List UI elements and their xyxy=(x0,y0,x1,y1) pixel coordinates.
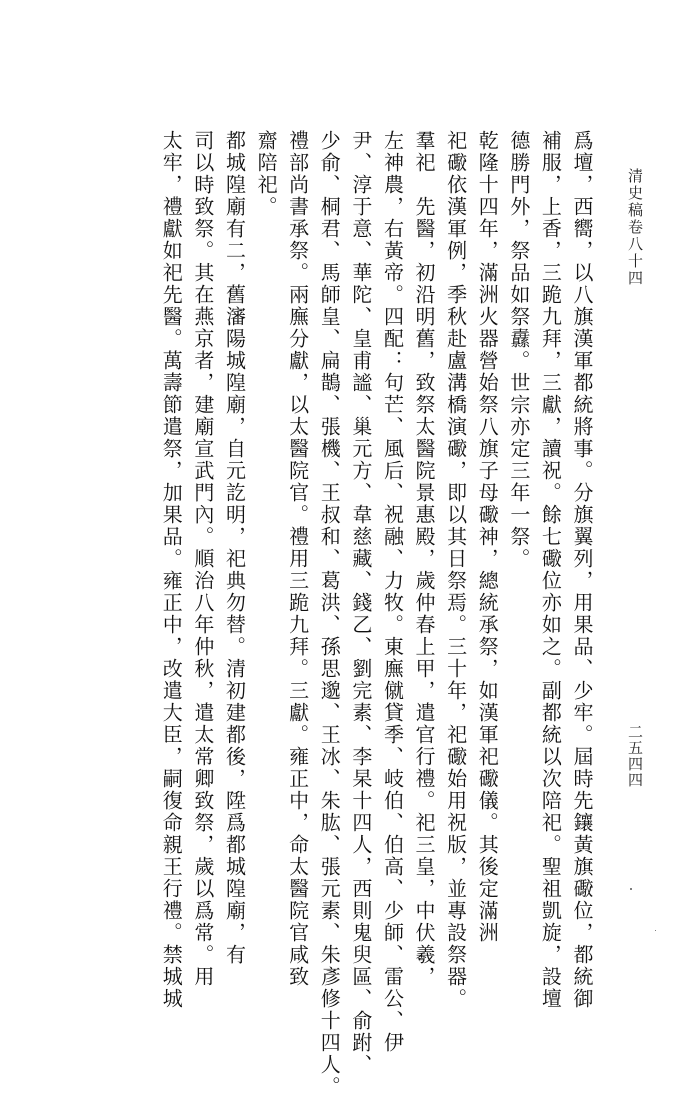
text-column-3: 德勝門外，祭品如祭纛。世宗亦定三年一祭。 xyxy=(506,130,531,570)
text-column-12: 齋陪祀。 xyxy=(254,130,279,218)
page-number: 二五四四 xyxy=(626,724,644,788)
text-column-1: 爲壇，西嚮，以八旗漢軍都統將事。分旗翼列，用果品、少牢。屆時先鑲黃旗礮位，都統御 xyxy=(570,130,594,1010)
text-column-10: 少俞、桐君、馬師皇、扁鵲、張機、王叔和、葛洪、孫思邈、王冰、朱肱、張元素、朱彥修十四人。 xyxy=(317,130,342,1098)
text-column-5: 祀礮依漢軍例，季秋赴盧溝橋演礮，即以其日祭焉。三十年，祀礮始用祝版，並專設祭器。 xyxy=(443,130,468,1010)
text-column-14: 司以時致祭。其在燕京者，建廟宣武門內。順治八年仲秋，遣太常卿致祭，歲以爲常。用 xyxy=(190,130,215,988)
scan-speck xyxy=(655,930,656,931)
scan-speck xyxy=(630,888,632,890)
text-column-4: 乾隆十四年，滿洲火器營始祭八旗子母礮神，總統承祭，如漢軍祀礮儀。其後定滿洲 xyxy=(475,130,500,944)
text-column-7: 羣祀 先醫，初沿明舊，致祭太醫院景惠殿，歲仲春上甲，遣官行禮。祀三皇，中伏羲， xyxy=(412,130,437,988)
text-column-2: 補服，上香，三跪九拜，三獻，讀祝。餘七礮位亦如之。副都統以次陪祀。聖祖凱旋，設壇 xyxy=(538,130,563,1010)
text-column-15: 太牢，禮獻如祀先醫。萬壽節遣祭，加果品。雍正中，改遣大臣，嗣復命親王行禮。禁城城 xyxy=(159,130,184,1010)
running-header: 清史稿卷八十四 xyxy=(626,168,644,287)
text-column-8: 左神農，右黃帝。四配：句芒、風后、祝融、力牧。東廡僦貸季、岐伯、伯高、少師、雷公、伊 xyxy=(380,130,405,1054)
vertical-text-body xyxy=(155,130,597,1098)
text-column-11: 禮部尚書承祭。兩廡分獻，以太醫院官。禮用三跪九拜。三獻。雍正中，命太醫院官咸致 xyxy=(285,130,310,988)
text-column-13: 都城隍廟有二，舊瀋陽城隍廟，自元訖明，祀典勿替。清初建都後，陞爲都城隍廟，有 xyxy=(222,130,247,966)
text-column-9: 尹、淳于意、華陀、皇甫謐、巢元方、韋慈藏、錢乙、劉完素、李杲十四人，西則鬼臾區、俞跗、 xyxy=(348,130,373,1076)
